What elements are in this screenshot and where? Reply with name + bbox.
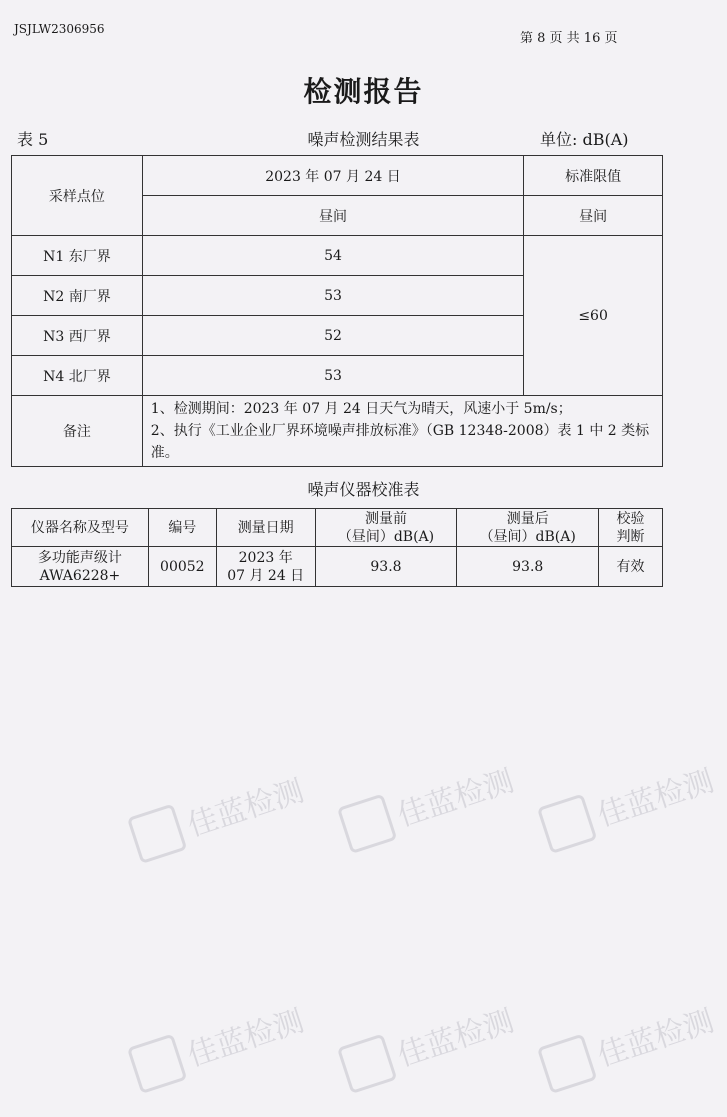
watermark-logo-icon [537, 794, 597, 854]
noise-value: 54 [142, 236, 523, 276]
watermark-logo-icon [127, 1034, 187, 1094]
sampling-point: N4 北厂界 [12, 356, 143, 396]
remark-content [142, 396, 662, 467]
calibration-table-caption: 噪声仪器校准表 [307, 480, 420, 499]
sampling-point: N3 西厂界 [12, 316, 143, 356]
header-daytime: 昼间 [142, 196, 523, 236]
document-title: 检测报告 [303, 75, 424, 108]
sampling-point: N2 南厂界 [12, 276, 143, 316]
header-sampling-point: 采样点位 [12, 156, 143, 236]
watermark: 佳蓝检测 [537, 994, 719, 1094]
before-value: 93.8 [315, 547, 457, 587]
watermark-logo-icon [537, 1034, 597, 1094]
header-instrument: 仪器名称及型号 [12, 509, 149, 547]
instrument-name: 多功能声级计 AWA6228+ [12, 547, 149, 587]
page-indicator: 第 8 页 共 16 页 [520, 31, 618, 46]
watermark-logo-icon [337, 794, 397, 854]
verdict-value: 有效 [599, 547, 663, 587]
header-standard-daytime: 昼间 [524, 196, 663, 236]
table-caption: 噪声检测结果表 [307, 130, 420, 149]
remark-line-2: 2、执行《工业企业厂界环境噪声排放标准》（GB 12348-2008）表 1 中 2 类标准。 [150, 423, 650, 461]
watermark: 佳蓝检测 [127, 764, 309, 864]
table-number: 表 5 [17, 130, 49, 149]
watermark: 佳蓝检测 [337, 994, 519, 1094]
calibration-table [11, 508, 663, 587]
header-verdict: 校验 判断 [599, 509, 663, 547]
remark-label: 备注 [12, 396, 143, 467]
measure-date: 2023 年 07 月 24 日 [216, 547, 315, 587]
noise-value: 52 [142, 316, 523, 356]
sampling-point: N1 东厂界 [12, 236, 143, 276]
watermark-logo-icon [127, 804, 187, 864]
header-date: 2023 年 07 月 24 日 [142, 156, 523, 196]
watermark: 佳蓝检测 [127, 994, 309, 1094]
report-id: JSJLW2306956 [14, 22, 105, 36]
watermark-logo-icon [337, 1034, 397, 1094]
header-measure-date: 测量日期 [216, 509, 315, 547]
header-number: 编号 [148, 509, 216, 547]
noise-value: 53 [142, 276, 523, 316]
remark-line-1: 1、检测期间：2023 年 07 月 24 日天气为晴天，风速小于 5m/s； [150, 401, 572, 417]
instrument-number: 00052 [148, 547, 216, 587]
header-standard-limit: 标准限值 [524, 156, 663, 196]
table-unit: 单位: dB(A) [540, 130, 629, 149]
standard-limit-value: ≤60 [524, 236, 663, 396]
table-row [12, 236, 663, 276]
noise-results-table [11, 155, 663, 467]
watermark: 佳蓝检测 [537, 754, 719, 854]
header-before: 测量前 （昼间）dB(A) [315, 509, 457, 547]
watermark: 佳蓝检测 [337, 754, 519, 854]
noise-value: 53 [142, 356, 523, 396]
after-value: 93.8 [457, 547, 599, 587]
table-row [12, 547, 663, 587]
header-after: 测量后 （昼间）dB(A) [457, 509, 599, 547]
